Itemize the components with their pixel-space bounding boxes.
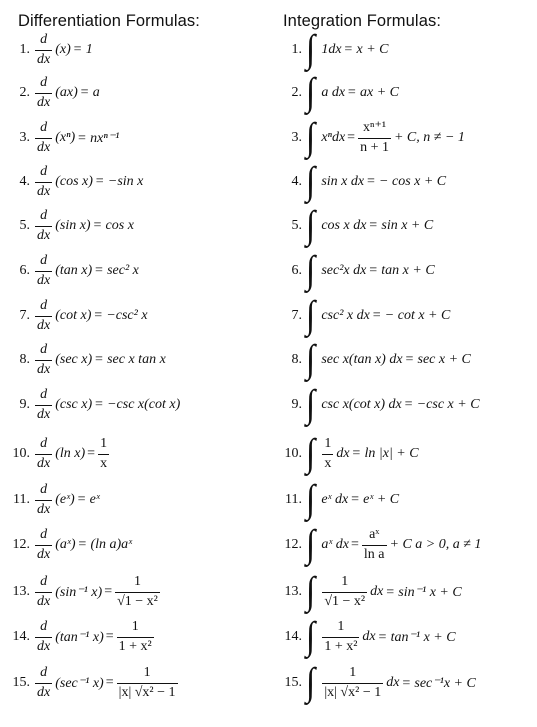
diff-result-fraction — [98, 436, 109, 471]
integral-sign-icon: ∫ — [306, 661, 316, 704]
int-expression — [306, 478, 400, 521]
d-dx-operator — [35, 436, 52, 471]
diff-result-fraction-denominator: 1 + x² — [118, 638, 152, 654]
int-result-fraction-denominator: ln a — [363, 546, 385, 562]
d-dx-operator — [35, 665, 52, 700]
int-expression — [306, 116, 465, 159]
diff-argument: (sec x) — [55, 352, 93, 367]
d-dx-operator-denominator: dx — [37, 51, 51, 67]
int-formula-row — [274, 73, 399, 113]
d-dx-operator — [35, 527, 52, 562]
d-dx-operator-denominator: dx — [37, 684, 51, 700]
d-dx-operator-numerator: d — [40, 574, 48, 590]
diff-argument: (sin⁻¹ x) — [55, 584, 103, 600]
integrand-fraction-numerator: 1 — [349, 665, 357, 681]
diff-result-fraction-denominator: √1 − x² — [117, 593, 158, 609]
formula-number: 1. — [291, 42, 302, 57]
integrand-fraction-denominator: |x| √x² − 1 — [324, 684, 382, 700]
diff-argument: (x) — [55, 42, 71, 57]
int-formula-row — [274, 340, 471, 380]
diff-argument: (tan⁻¹ x) — [55, 629, 104, 645]
diff-expression — [34, 32, 93, 67]
d-dx-operator — [35, 208, 52, 243]
formula-number: 5. — [19, 218, 30, 233]
integrand: dx — [370, 584, 384, 599]
diff-result-fraction-numerator: 1 — [143, 665, 151, 681]
integrand-fraction-denominator: x — [324, 455, 332, 471]
integrand: a dx — [321, 85, 346, 100]
diff-formula-row — [0, 30, 93, 70]
int-result: = sec⁻¹x + C — [401, 675, 476, 691]
formula-number: 13. — [284, 584, 302, 599]
diff-expression — [34, 298, 148, 333]
int-formula-row — [274, 525, 481, 565]
integrand-fraction-numerator: 1 — [341, 574, 349, 590]
d-dx-operator — [35, 342, 52, 377]
d-dx-operator-denominator: dx — [37, 593, 51, 609]
formula-number: 9. — [19, 397, 30, 412]
d-dx-operator — [35, 298, 52, 333]
int-formula-row — [274, 617, 456, 657]
d-dx-operator — [35, 253, 52, 288]
int-result: = sin⁻¹ x + C — [385, 584, 462, 600]
diff-expression — [34, 574, 161, 609]
diff-result-fraction-denominator: |x| √x² − 1 — [118, 684, 176, 700]
int-expression — [306, 249, 435, 292]
integral-sign-icon: ∫ — [306, 478, 316, 521]
d-dx-operator-numerator: d — [40, 482, 48, 498]
diff-result: = −csc x(cot x) — [94, 397, 181, 412]
int-expression — [306, 204, 434, 247]
int-formula-row — [274, 30, 389, 70]
integrand: cos x dx — [321, 218, 367, 233]
integral-sign-icon: ∫ — [306, 523, 316, 566]
differentiation-title: Differentiation Formulas: — [18, 12, 200, 30]
diff-expression — [34, 342, 166, 377]
int-result-fraction-denominator: n + 1 — [360, 139, 389, 155]
formula-number: 12. — [284, 537, 302, 552]
formula-number: 10. — [12, 446, 30, 461]
formula-number: 6. — [291, 263, 302, 278]
diff-expression — [34, 527, 132, 562]
diff-formula-row — [0, 206, 134, 246]
int-result: = − cos x + C — [366, 174, 447, 189]
integrand: dx — [362, 629, 376, 644]
d-dx-operator-numerator: d — [40, 32, 48, 48]
diff-formula-row — [0, 663, 179, 703]
d-dx-operator — [35, 482, 52, 517]
diff-expression — [34, 164, 143, 199]
diff-argument: (cos x) — [55, 174, 93, 189]
integral-sign-icon: ∫ — [306, 570, 316, 613]
d-dx-operator — [35, 164, 52, 199]
int-result: = eˣ + C — [350, 492, 400, 507]
formula-number: 3. — [19, 130, 30, 145]
diff-expression — [34, 208, 134, 243]
diff-result: = nxⁿ⁻¹ — [77, 130, 120, 146]
diff-formula-row — [0, 434, 110, 474]
int-result-fraction — [362, 527, 387, 562]
formula-number: 1. — [19, 42, 30, 57]
equals-sign: = — [87, 446, 96, 461]
int-formula-row — [274, 162, 446, 202]
equals-sign: = — [351, 537, 359, 552]
integrand-fraction-denominator: 1 + x² — [324, 638, 358, 654]
integrand: 1dx — [321, 42, 342, 57]
diff-formula-row — [0, 385, 180, 425]
diff-argument: (aˣ) — [55, 537, 76, 552]
int-expression — [306, 432, 419, 475]
diff-result: = eˣ — [76, 492, 100, 507]
integrand: sin x dx — [321, 174, 365, 189]
d-dx-operator-numerator: d — [40, 342, 48, 358]
diff-argument: (xⁿ) — [55, 130, 76, 145]
d-dx-operator-denominator: dx — [37, 272, 51, 288]
d-dx-operator-numerator: d — [40, 619, 48, 635]
diff-result: = cos x — [92, 218, 134, 233]
int-result: = sec x + C — [404, 352, 471, 367]
diff-expression — [34, 75, 100, 110]
formula-number: 14. — [284, 629, 302, 644]
d-dx-operator-denominator: dx — [37, 638, 51, 654]
formula-number: 4. — [19, 174, 30, 189]
int-result: = x + C — [343, 42, 389, 57]
equals-sign: = — [105, 629, 114, 644]
int-result: = tan⁻¹ x + C — [377, 629, 456, 645]
integral-sign-icon: ∫ — [306, 71, 316, 114]
int-expression — [306, 661, 476, 704]
int-result-fraction — [358, 120, 391, 155]
integrand-fraction-denominator: √1 − x² — [324, 593, 366, 609]
formula-number: 14. — [12, 629, 30, 644]
diff-formula-row — [0, 480, 100, 520]
diff-expression — [34, 387, 180, 422]
diff-result-fraction — [117, 665, 178, 700]
diff-formula-row — [0, 73, 100, 113]
int-expression — [306, 338, 471, 381]
diff-formula-row — [0, 118, 119, 158]
int-expression — [306, 71, 399, 114]
int-formula-row — [274, 480, 399, 520]
d-dx-operator — [35, 574, 52, 609]
d-dx-operator-denominator: dx — [37, 139, 51, 155]
int-expression — [306, 294, 451, 337]
int-result: = − cot x + C — [371, 308, 451, 323]
diff-expression — [34, 253, 139, 288]
d-dx-operator-denominator: dx — [37, 317, 51, 333]
int-formula-row — [274, 118, 465, 158]
integrand-fraction — [322, 574, 367, 609]
integral-sign-icon: ∫ — [306, 338, 316, 381]
diff-argument: (ln x) — [55, 446, 86, 461]
d-dx-operator-denominator: dx — [37, 94, 51, 110]
d-dx-operator-denominator: dx — [37, 546, 51, 562]
int-expression — [306, 28, 389, 71]
d-dx-operator-numerator: d — [40, 387, 48, 403]
d-dx-operator-numerator: d — [40, 120, 48, 136]
formula-number: 7. — [19, 308, 30, 323]
formula-number: 12. — [12, 537, 30, 552]
d-dx-operator-denominator: dx — [37, 501, 51, 517]
integral-sign-icon: ∫ — [306, 383, 316, 426]
integrand: xⁿdx — [321, 130, 346, 145]
int-result: = sin x + C — [368, 218, 434, 233]
formula-number: 8. — [19, 352, 30, 367]
integral-sign-icon: ∫ — [306, 249, 316, 292]
formula-number: 6. — [19, 263, 30, 278]
d-dx-operator-numerator: d — [40, 527, 48, 543]
int-result: = tan x + C — [368, 263, 435, 278]
diff-formula-row — [0, 251, 139, 291]
diff-expression — [34, 665, 179, 700]
diff-result: = sec x tan x — [94, 352, 166, 367]
d-dx-operator-denominator: dx — [37, 361, 51, 377]
integral-sign-icon: ∫ — [306, 432, 316, 475]
diff-expression — [34, 482, 100, 517]
d-dx-operator — [35, 75, 52, 110]
integrand-fraction — [322, 619, 359, 654]
int-formula-row — [274, 251, 435, 291]
formula-number: 5. — [291, 218, 302, 233]
int-result-fraction-numerator: xⁿ⁺¹ — [363, 120, 387, 136]
integral-sign-icon: ∫ — [306, 160, 316, 203]
int-expression — [306, 523, 482, 566]
formula-number: 4. — [291, 174, 302, 189]
diff-result: = 1 — [72, 42, 93, 57]
diff-expression — [34, 619, 155, 654]
diff-result-fraction-numerator: 1 — [131, 619, 139, 635]
d-dx-operator — [35, 120, 52, 155]
diff-argument: (eˣ) — [55, 492, 75, 507]
integrand: eˣ dx — [321, 492, 349, 507]
diff-result-fraction-numerator: 1 — [100, 436, 108, 452]
equals-sign: = — [104, 584, 113, 599]
integrand-fraction — [322, 436, 333, 471]
d-dx-operator-numerator: d — [40, 75, 48, 91]
diff-argument: (cot x) — [55, 308, 92, 323]
diff-result: = −sin x — [94, 174, 144, 189]
int-result: = −csc x + C — [403, 397, 480, 412]
int-formula-row — [274, 572, 462, 612]
d-dx-operator-denominator: dx — [37, 183, 51, 199]
integrand: sec²x dx — [321, 263, 367, 278]
formula-number: 3. — [291, 130, 302, 145]
diff-result: = (ln a)aˣ — [77, 537, 133, 552]
diff-argument: (tan x) — [55, 263, 93, 278]
d-dx-operator-numerator: d — [40, 665, 48, 681]
int-formula-row — [274, 663, 476, 703]
int-formula-row — [274, 385, 480, 425]
d-dx-operator — [35, 619, 52, 654]
int-expression — [306, 570, 462, 613]
int-expression — [306, 615, 456, 658]
diff-result-fraction — [115, 574, 160, 609]
formula-number: 2. — [19, 85, 30, 100]
diff-argument: (sec⁻¹ x) — [55, 675, 104, 691]
diff-formula-row — [0, 340, 166, 380]
formula-number: 15. — [284, 675, 302, 690]
integrand-fraction — [322, 665, 383, 700]
integral-sign-icon: ∫ — [306, 204, 316, 247]
diff-result-fraction-denominator: x — [100, 455, 108, 471]
diff-result-fraction — [117, 619, 154, 654]
equals-sign: = — [347, 130, 356, 145]
integrand: dx — [386, 675, 400, 690]
integral-sign-icon: ∫ — [306, 615, 316, 658]
diff-formula-row — [0, 617, 155, 657]
int-formula-row — [274, 296, 450, 336]
integrand: csc x(cot x) dx — [321, 397, 402, 412]
integrand: aˣ dx — [321, 537, 349, 552]
int-expression — [306, 383, 480, 426]
formula-number: 7. — [291, 308, 302, 323]
int-formula-row — [274, 434, 419, 474]
formula-number: 11. — [13, 492, 30, 507]
int-result-fraction-numerator: aˣ — [369, 527, 380, 543]
d-dx-operator — [35, 32, 52, 67]
d-dx-operator — [35, 387, 52, 422]
integrand: sec x(tan x) dx — [321, 352, 403, 367]
diff-formula-row — [0, 162, 143, 202]
d-dx-operator-numerator: d — [40, 253, 48, 269]
integrand-fraction-numerator: 1 — [324, 436, 332, 452]
diff-result-fraction-numerator: 1 — [133, 574, 141, 590]
formula-number: 2. — [291, 85, 302, 100]
integrand-fraction-numerator: 1 — [337, 619, 345, 635]
formula-number: 9. — [291, 397, 302, 412]
equals-sign: = — [105, 675, 114, 690]
d-dx-operator-denominator: dx — [37, 406, 51, 422]
formula-number: 15. — [12, 675, 30, 690]
formula-number: 11. — [285, 492, 302, 507]
diff-formula-row — [0, 572, 161, 612]
formula-number: 13. — [12, 584, 30, 599]
diff-expression — [34, 120, 119, 155]
formula-number: 10. — [284, 446, 302, 461]
diff-expression — [34, 436, 110, 471]
diff-formula-row — [0, 296, 148, 336]
diff-formula-row — [0, 525, 132, 565]
integral-sign-icon: ∫ — [306, 28, 316, 71]
diff-argument: (ax) — [55, 85, 78, 100]
int-expression — [306, 160, 447, 203]
d-dx-operator-numerator: d — [40, 208, 48, 224]
diff-argument: (csc x) — [55, 397, 93, 412]
integral-sign-icon: ∫ — [306, 294, 316, 337]
int-result: = ax + C — [347, 85, 399, 100]
int-formula-row — [274, 206, 433, 246]
diff-result: = −csc² x — [93, 308, 148, 323]
integration-title: Integration Formulas: — [283, 12, 442, 30]
d-dx-operator-denominator: dx — [37, 455, 51, 471]
integral-sign-icon: ∫ — [306, 116, 316, 159]
int-result: = ln |x| + C — [351, 446, 419, 461]
formula-number: 8. — [291, 352, 302, 367]
integrand: csc² x dx — [321, 308, 370, 323]
d-dx-operator-numerator: d — [40, 164, 48, 180]
int-result: + C, n ≠ − 1 — [393, 130, 465, 145]
int-result: + C a > 0, a ≠ 1 — [389, 537, 482, 552]
diff-argument: (sin x) — [55, 218, 91, 233]
diff-result: = a — [79, 85, 100, 100]
d-dx-operator-denominator: dx — [37, 227, 51, 243]
d-dx-operator-numerator: d — [40, 298, 48, 314]
integrand: dx — [336, 446, 350, 461]
diff-result: = sec² x — [94, 263, 139, 278]
d-dx-operator-numerator: d — [40, 436, 48, 452]
